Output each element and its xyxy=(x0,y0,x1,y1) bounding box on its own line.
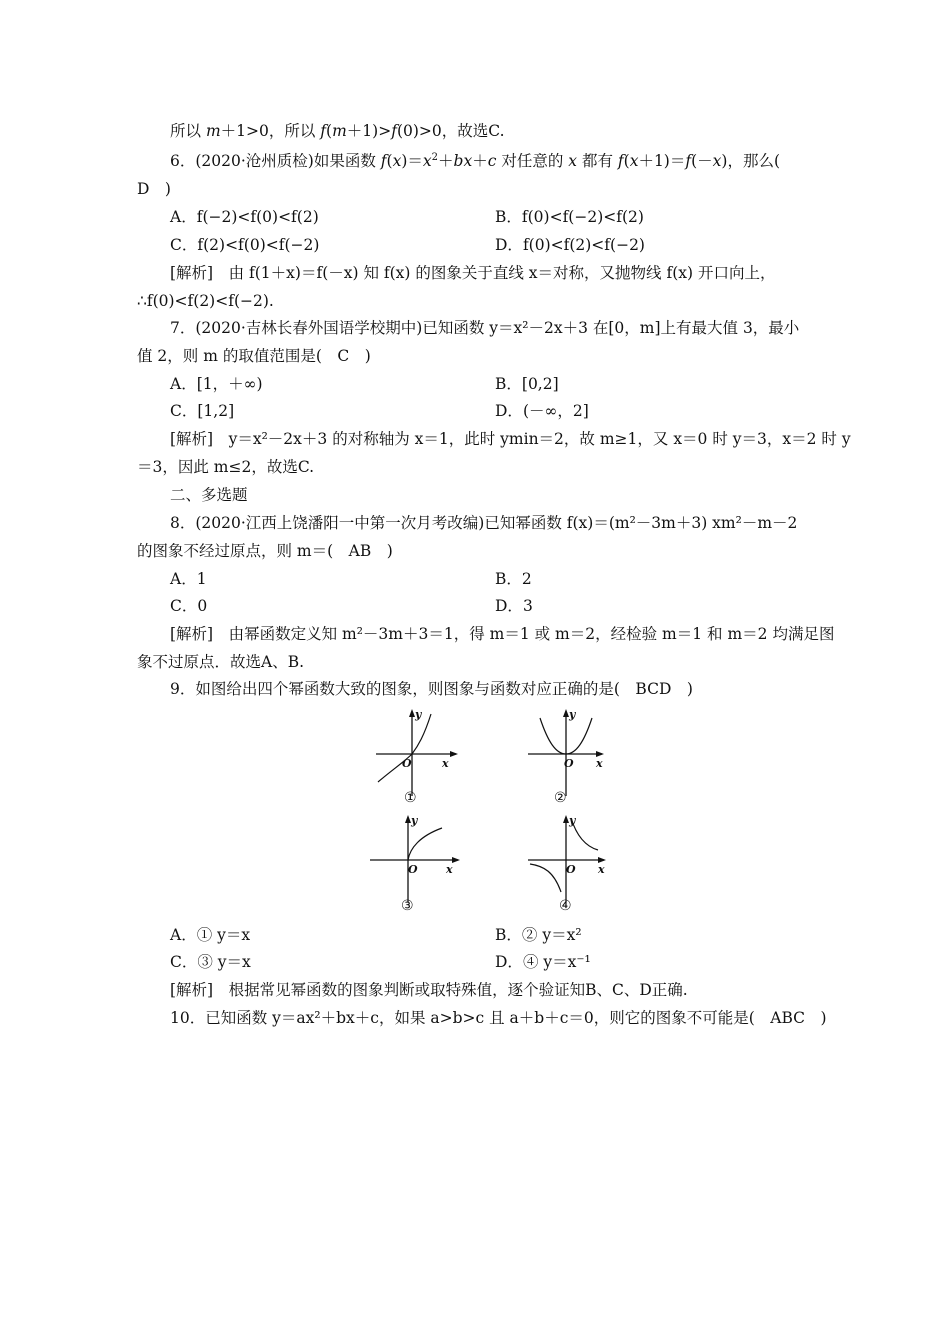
graph-3 xyxy=(368,812,468,912)
option-d: D．3 xyxy=(495,597,533,615)
x-label: x xyxy=(446,863,453,876)
option-b: B．2 xyxy=(495,570,532,588)
question-9-stem: 9．如图给出四个幂函数大致的图象，则图象与函数对应正确的是( BCD ) xyxy=(170,680,693,698)
option-b: B．f(0)<f(−2)<f(2) xyxy=(495,208,644,226)
power-curve xyxy=(378,714,431,782)
x-label: x xyxy=(598,863,605,876)
graph-4 xyxy=(526,812,626,912)
analysis-cont: ∴f(0)<f(2)<f(−2). xyxy=(137,292,274,310)
figure-number: ② xyxy=(554,790,567,806)
option-c: C．f(2)<f(0)<f(−2) xyxy=(170,236,320,254)
y-label: y xyxy=(411,814,418,827)
sqrt-curve xyxy=(408,828,442,860)
origin-label: O xyxy=(566,863,576,876)
figure-number: ④ xyxy=(559,898,572,914)
option-a: A．[1，＋∞) xyxy=(170,375,263,393)
origin-label: O xyxy=(402,757,412,770)
analysis: [解析] 由幂函数定义知 m²－3m＋3＝1，得 m＝1 或 m＝2，经检验 m＝1 和 m＝2 均满足图 xyxy=(170,625,835,643)
x-label: x xyxy=(596,757,603,770)
analysis-cont: ＝3，因此 m≤2，故选C. xyxy=(137,458,315,476)
y-label: y xyxy=(415,708,422,721)
graph-1 xyxy=(368,706,468,806)
question-6-answer: D ) xyxy=(137,180,171,198)
option-d: D．④ y＝x⁻¹ xyxy=(495,953,591,971)
graph-1-svg xyxy=(368,706,468,806)
figure-number: ③ xyxy=(401,898,414,914)
y-label: y xyxy=(569,814,576,827)
option-a: A．1 xyxy=(170,570,207,588)
y-label: y xyxy=(569,708,576,721)
origin-label: O xyxy=(408,863,418,876)
text-line: 所以 m＋1>0，所以 f(m＋1)>f(0)>0，故选C. xyxy=(170,122,505,140)
analysis: [解析] 根据常见幂函数的图象判断或取特殊值，逐个验证知B、C、D正确. xyxy=(170,981,688,999)
option-a: A．① y＝x xyxy=(170,926,251,944)
option-b: B．② y＝x² xyxy=(495,926,582,944)
hyperbola-left-branch xyxy=(530,864,561,892)
graph-3-svg xyxy=(368,812,468,912)
option-a: A．f(−2)<f(0)<f(2) xyxy=(170,208,319,226)
question-8-stem: 8．(2020·江西上饶潘阳一中第一次月考改编)已知幂函数 f(x)＝(m²－3m＋3) xm²－m－2 xyxy=(170,514,798,532)
graph-2 xyxy=(526,706,626,806)
option-b: B．[0,2] xyxy=(495,375,559,393)
x-label: x xyxy=(442,757,449,770)
question-8-stem-cont: 的图象不经过原点，则 m＝( AB ) xyxy=(137,542,393,560)
analysis-cont: 象不过原点．故选A、B. xyxy=(137,653,305,671)
figure-number: ① xyxy=(404,790,417,806)
section-heading: 二、多选题 xyxy=(170,486,248,504)
analysis: [解析] 由 f(1＋x)＝f(－x) 知 f(x) 的图象关于直线 x＝对称，又抛物线 f(x) 开口向上， xyxy=(170,264,776,282)
question-7-stem: 7．(2020·吉林长春外国语学校期中)已知函数 y＝x²－2x＋3 在[0，m]上有最大值 3，最小 xyxy=(170,319,800,337)
x-arrow xyxy=(452,857,460,863)
option-d: D．(－∞，2] xyxy=(495,402,589,420)
analysis: [解析] y＝x²－2x＋3 的对称轴为 x＝1，此时 ymin＝2，故 m≥1，又 x＝0 时 y＝3，x＝2 时 y xyxy=(170,430,851,448)
question-7-stem-cont: 值 2，则 m 的取值范围是( C ) xyxy=(137,347,371,365)
question-10-stem: 10．已知函数 y＝ax²＋bx＋c，如果 a>b>c 且 a＋b＋c＝0，则它的图象不可能是( ABC ) xyxy=(170,1009,827,1027)
option-c: C．[1,2] xyxy=(170,402,235,420)
question-6-stem: 6．(2020·沧州质检)如果函数 $f(x)=x^2+bx+c$ 对任意的 x 都有 f(x＋1)＝f(－x)，那么( xyxy=(170,152,781,170)
option-d: D．f(0)<f(2)<f(−2) xyxy=(495,236,645,254)
graph-2-svg xyxy=(526,706,626,806)
graph-4-svg xyxy=(526,812,626,912)
x-arrow xyxy=(450,751,458,757)
origin-label: O xyxy=(564,757,574,770)
option-c: C．③ y＝x xyxy=(170,953,251,971)
option-c: C．0 xyxy=(170,597,208,615)
